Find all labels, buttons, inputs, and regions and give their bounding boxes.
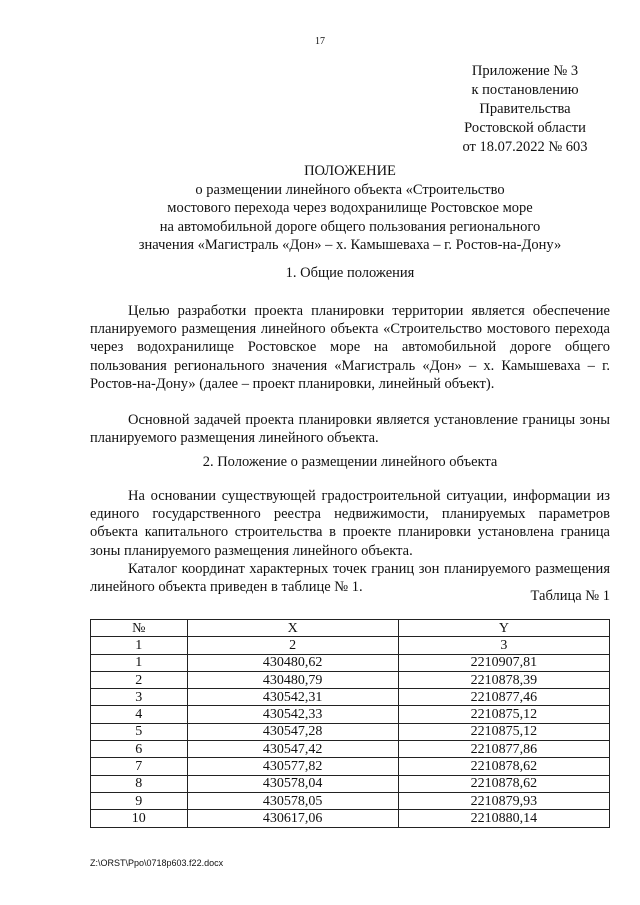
section1-paragraph: Целью разработки проекта планировки территории является обеспечение планируемого размещения линейного объекта «Строительство мостового перехода через водохранилище Ростовское море на автомобильной дороге общего пользования регионального значения «Магистраль «Дон» – х. Камышеваха – г. Ростов-на-Дону» (далее – проект планировки, линейный объект). <box>90 303 610 392</box>
coordinates-table <box>90 619 610 828</box>
table-row <box>91 741 610 758</box>
table-cell: 2210875,12 <box>398 706 609 723</box>
table-cell: 5 <box>91 723 188 740</box>
table-cell: 10 <box>91 810 188 827</box>
table-cell: 2210877,46 <box>398 689 609 706</box>
table-row <box>91 775 610 792</box>
page-number: 17 <box>315 36 325 47</box>
column-header-y: Y <box>398 620 609 637</box>
table-cell: 2210878,62 <box>398 758 609 775</box>
table-label: Таблица № 1 <box>530 588 610 604</box>
table-cell: 2 <box>91 671 188 688</box>
table-index-row <box>91 637 610 654</box>
table-row <box>91 689 610 706</box>
file-path-footer: Z:\ORST\Ppo\0718p603.f22.docx <box>90 858 224 868</box>
table-cell: 7 <box>91 758 188 775</box>
title-line: на автомобильной дороге общего пользования регионального <box>159 218 541 235</box>
appendix-line: Приложение № 3 <box>471 63 579 79</box>
table-cell: 1 <box>91 637 188 654</box>
table-cell: 430480,79 <box>187 671 398 688</box>
column-header-number: № <box>91 620 188 637</box>
section2-paragraph: На основании существующей градостроительной ситуации, информации из единого государственного реестра недвижимости, планируемых параметров объекта капитального строительства в проекте планировки установлена граница зоны планируемого размещения линейного объекта. <box>90 488 610 559</box>
table-cell: 430617,06 <box>187 810 398 827</box>
table-row <box>91 758 610 775</box>
appendix-line: Ростовской области <box>464 120 586 136</box>
table-cell: 1 <box>91 654 188 671</box>
table-cell: 2210907,81 <box>398 654 609 671</box>
appendix-line: к постановлению <box>471 82 579 98</box>
column-header-x: X <box>187 620 398 637</box>
appendix-block <box>440 62 610 157</box>
table-cell: 430547,28 <box>187 723 398 740</box>
table-row <box>91 792 610 809</box>
title-line: о размещении линейного объекта «Строительство <box>195 181 505 198</box>
section2-heading: 2. Положение о размещении линейного объекта <box>202 454 498 470</box>
table-cell: 430542,31 <box>187 689 398 706</box>
title-line: мостового перехода через водохранилище Ростовское море <box>167 200 533 216</box>
table-cell: 430480,62 <box>187 654 398 671</box>
table-cell: 2210878,62 <box>398 775 609 792</box>
table-row <box>91 723 610 740</box>
table-cell: 6 <box>91 741 188 758</box>
table-cell: 430578,04 <box>187 775 398 792</box>
table-cell: 430577,82 <box>187 758 398 775</box>
title-line: значения «Магистраль «Дон» – х. Камышеваха – г. Ростов-на-Дону» <box>138 237 562 253</box>
title-heading: ПОЛОЖЕНИЕ <box>304 163 396 179</box>
table-cell: 4 <box>91 706 188 723</box>
table-cell: 3 <box>91 689 188 706</box>
table-cell: 430542,33 <box>187 706 398 723</box>
table-cell: 2210880,14 <box>398 810 609 827</box>
table-row <box>91 706 610 723</box>
appendix-line: Правительства <box>479 101 571 117</box>
table-cell: 430578,05 <box>187 792 398 809</box>
table-row <box>91 810 610 827</box>
table-cell: 8 <box>91 775 188 792</box>
table-row <box>91 671 610 688</box>
table-cell: 3 <box>398 637 609 654</box>
table-cell: 2210879,93 <box>398 792 609 809</box>
table-row <box>91 654 610 671</box>
document-title <box>90 162 610 255</box>
section1-heading: 1. Общие положения <box>285 265 415 281</box>
table-cell: 2210875,12 <box>398 723 609 740</box>
table-cell: 2210878,39 <box>398 671 609 688</box>
table-header-row <box>91 620 610 637</box>
section1-paragraph: Основной задачей проекта планировки является установление границы зоны планируемого размещения линейного объекта. <box>90 412 610 447</box>
appendix-line: от 18.07.2022 № 603 <box>462 139 588 155</box>
section2-paragraph: Каталог координат характерных точек границ зон планируемого размещения линейного объекта приведен в таблице № 1. <box>90 561 610 596</box>
table-cell: 2 <box>187 637 398 654</box>
table-cell: 430547,42 <box>187 741 398 758</box>
table-cell: 9 <box>91 792 188 809</box>
table-cell: 2210877,86 <box>398 741 609 758</box>
